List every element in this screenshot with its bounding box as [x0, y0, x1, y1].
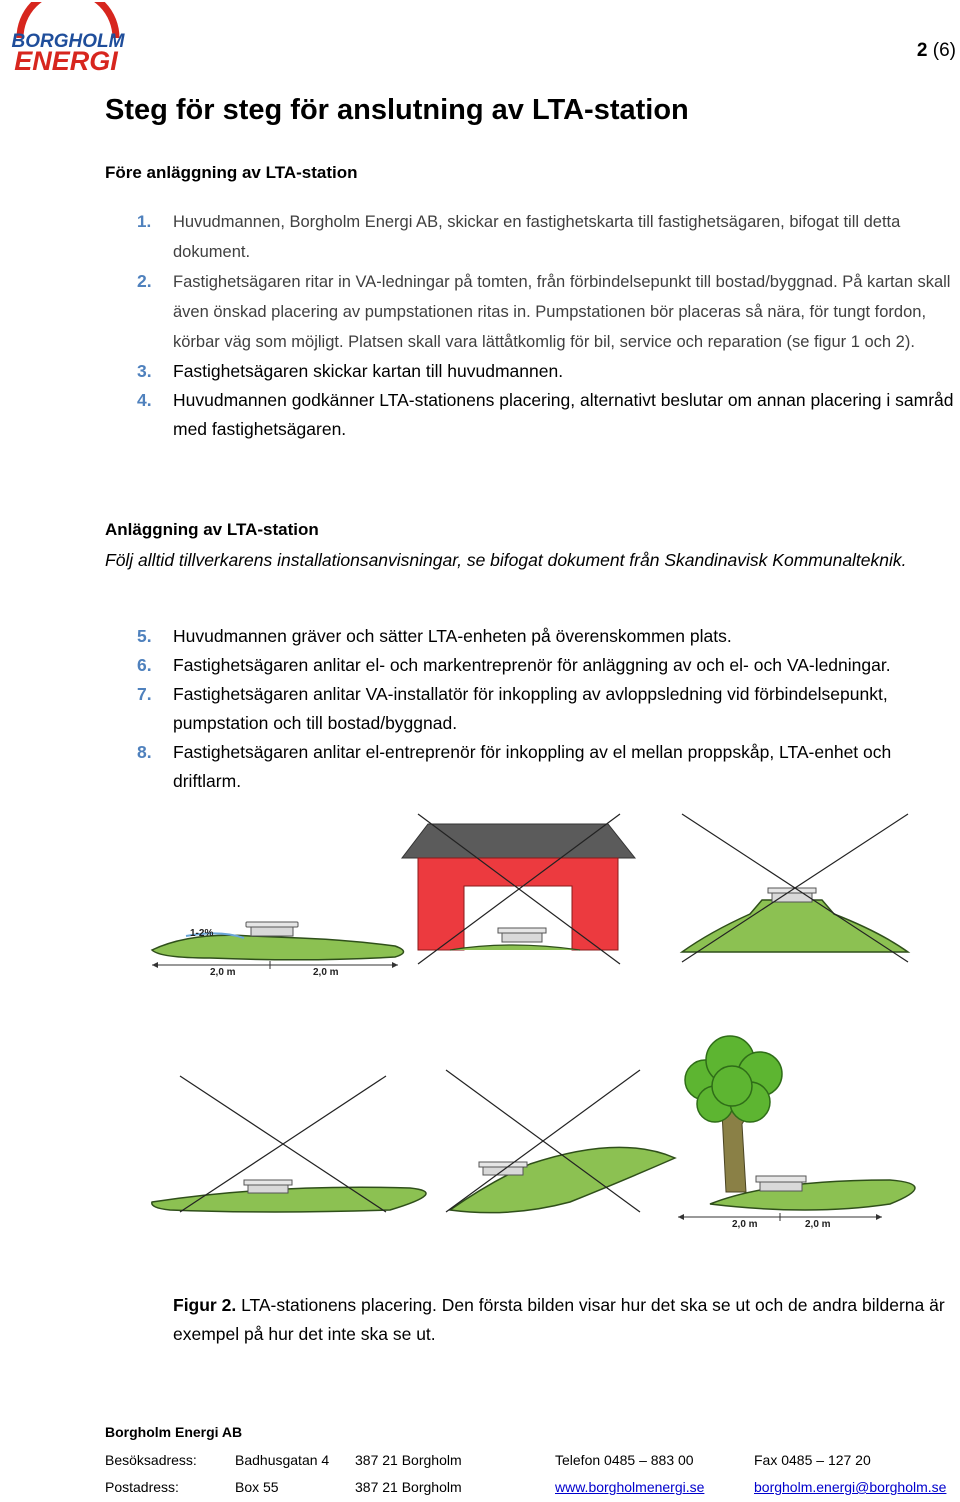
dimension-label-right: 2,0 m	[805, 1219, 831, 1230]
slope-label: 1-2%	[190, 928, 214, 939]
list-number: 4.	[137, 390, 152, 410]
list-item	[105, 651, 960, 680]
list-number: 1.	[137, 212, 152, 231]
list-text: Fastighetsägaren skickar kartan till huvudmannen.	[173, 361, 564, 381]
list-number: 7.	[137, 684, 152, 704]
page-total: (6)	[932, 40, 956, 61]
steps-list-before	[105, 207, 960, 444]
list-text-continued: Platsen skall vara lättåtkomlig för bil, service och reparation (se figur 1 och 2).	[343, 333, 915, 351]
logo-text-energi: ENERGI	[14, 46, 118, 72]
figure-caption	[173, 1291, 953, 1349]
footer-fax: Fax 0485 – 127 20	[754, 1452, 871, 1468]
placement-illustrations	[150, 812, 960, 1254]
list-text: Fastighetsägaren anlitar el-entreprenör för inkoppling av el mellan proppskåp, LTA-enhet och driftlarm.	[173, 742, 892, 791]
footer-visit-street: Badhusgatan 4	[235, 1452, 330, 1468]
footer-website-link[interactable]: www.borgholmenergi.se	[555, 1479, 705, 1495]
figure-label: Figur 2.	[173, 1295, 237, 1315]
list-text: Fastighetsägaren anlitar VA-installatör för inkoppling av avloppsledning vid förbindelsepunkt, pumpstation och till bostad/byggnad.	[173, 684, 888, 733]
footer-company: Borgholm Energi AB	[105, 1424, 243, 1440]
list-text: Huvudmannen, Borgholm Energi AB, skickar en fastighetskarta till fastighetsägaren, bifogat till detta dokument.	[173, 213, 901, 261]
list-item	[105, 622, 960, 651]
section-heading-installation: Anläggning av LTA-station	[105, 520, 319, 539]
list-text: Fastighetsägaren anlitar el- och markentreprenör för anläggning av och el- och VA-ledningar.	[173, 655, 891, 675]
footer-visit-row	[105, 1452, 960, 1472]
footer-phone: Telefon 0485 – 883 00	[555, 1452, 694, 1468]
dimension-label-left: 2,0 m	[210, 967, 236, 978]
illustration-near-tree	[678, 1036, 915, 1230]
list-number: 2.	[137, 271, 152, 291]
steps-list-installation	[105, 622, 960, 796]
page-number	[917, 40, 956, 62]
illustration-raised-mound	[682, 814, 908, 962]
illustration-under-building	[402, 814, 635, 964]
list-text: Huvudmannen godkänner LTA-stationens placering, alternativt beslutar om annan placering i samråd med fastighetsägaren.	[173, 390, 954, 439]
list-number: 8.	[137, 742, 152, 762]
illustration-correct-placement	[152, 922, 404, 978]
list-item	[105, 386, 960, 444]
illustration-on-slope	[446, 1070, 675, 1213]
page-title: Steg för steg för anslutning av LTA-station	[105, 94, 689, 126]
footer-visit-label: Besöksadress:	[105, 1452, 197, 1468]
footer-post-label: Postadress:	[105, 1479, 179, 1495]
installation-note: Följ alltid tillverkarens installationsanvisningar, se bifogat dokument från Skandinavisk Kommunalteknik.	[105, 550, 907, 570]
list-text: Huvudmannen gräver och sätter LTA-enheten på överenskommen plats.	[173, 626, 732, 646]
illustration-sunk-ground	[152, 1076, 426, 1212]
list-number: 5.	[137, 626, 152, 646]
footer-post-box: Box 55	[235, 1479, 279, 1495]
list-item	[105, 357, 960, 386]
list-text: Fastighetsägaren ritar in VA-ledningar på tomten, från förbindelsepunkt till bostad/byggnad. På kartan skall även önskad placering av pumpstationen ritas in. Pumpstationen bör placeras så nära, för tungt fordon, körbar väg som möjligt.	[173, 273, 951, 351]
section-heading-before: Före anläggning av LTA-station	[105, 163, 358, 182]
footer-visit-city: 387 21 Borgholm	[355, 1452, 462, 1468]
list-item	[105, 267, 960, 357]
list-item	[105, 738, 960, 796]
list-item	[105, 680, 960, 738]
figure-caption-text: LTA-stationens placering. Den första bilden visar hur det ska se ut och de andra bilderna är exempel på hur det inte ska se ut.	[173, 1295, 945, 1344]
company-logo	[6, 2, 130, 72]
list-number: 3.	[137, 361, 152, 381]
footer-post-row	[105, 1479, 960, 1499]
footer-post-city: 387 21 Borgholm	[355, 1479, 462, 1495]
dimension-label-right: 2,0 m	[313, 967, 339, 978]
list-number: 6.	[137, 655, 152, 675]
logo-text-borgholm: BORGHOLM	[11, 31, 125, 52]
page-current: 2	[916, 40, 928, 61]
footer-email-link[interactable]: borgholm.energi@borgholm.se	[754, 1479, 947, 1495]
list-item	[105, 207, 960, 267]
dimension-label-left: 2,0 m	[732, 1219, 758, 1230]
